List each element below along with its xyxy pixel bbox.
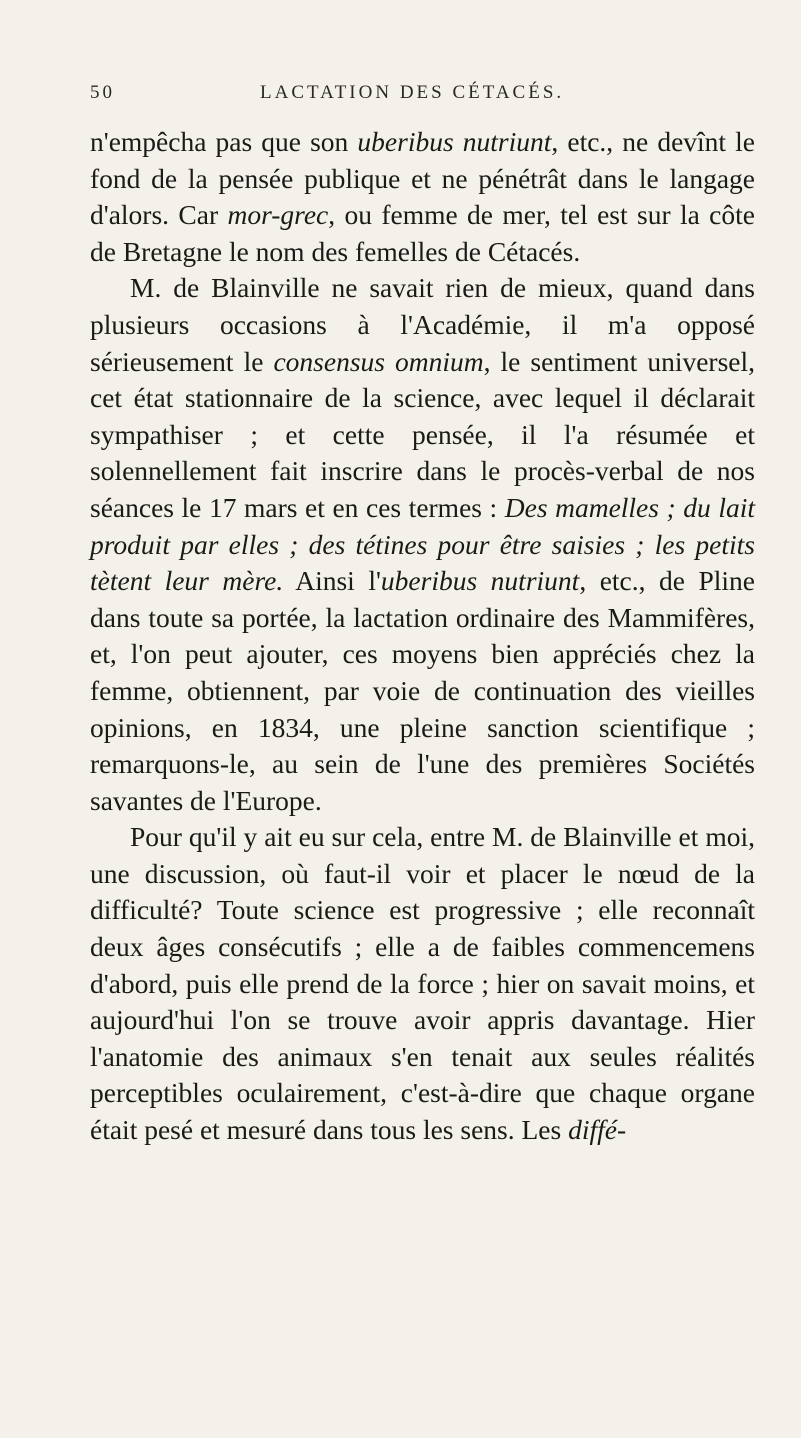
text-run: , etc., de Pline dans toute sa portée, la lactation ordinaire des Mammifères, et, l'on peut ajouter, ces moyens bien appréciés chez la femme, obtiennent, par voie de continuation des vieilles opinions, en 1834, une pleine sanction scientifique ; remarquons-le, au sein de l'une des premières Sociétés savantes de l'Europe.	[90, 565, 755, 816]
italic-text: mor-grec	[227, 199, 329, 231]
italic-text: Des mamelles ; du lait produit par elles ; des tétines pour être saisies ; les petits tètent leur mère.	[90, 491, 755, 597]
text-run: Pour qu'il y ait eu sur cela, entre M. de Blainville et moi, une discussion, où faut-il voir et placer le nœud de la difficulté? Toute science est progressive ; elle reconnaît deux âges consécutifs ; elle a de faibles commencemens d'abord, puis elle prend de la force ; hier on savait moins, et aujourd'hui l'on se trouve avoir appris davantage. Hier l'anatomie des animaux s'en tenait aux seules réalités perceptibles oculairement, c'est-à-dire que chaque organe était pesé et mesuré dans tous les sens. Les	[90, 821, 755, 1146]
text-run: Ainsi l'	[283, 565, 381, 597]
text-run: , le sentiment universel, cet état stationnaire de la science, avec lequel il déclarait sympathiser ; et cette pensée, il l'a résumée et solennellement fait inscrire dans le procès-verbal de nos séances le 17 mars et en ces termes :	[90, 345, 755, 523]
paragraph	[90, 124, 755, 270]
running-head: LACTATION DES CÉTACÉS.	[260, 82, 565, 103]
body-text	[90, 124, 755, 1149]
paragraph	[90, 819, 755, 1148]
italic-text: diffé-	[568, 1114, 627, 1146]
text-run: n'empêcha pas que son	[90, 126, 358, 157]
text-run: , etc., ne devînt le fond de la pensée publique et ne pénétrât dans le langage d'alors. Car	[90, 126, 756, 231]
text-run: M. de Blainville ne savait rien de mieux, quand dans plusieurs occasions à l'Académie, il m'a opposé sérieusement le	[90, 272, 755, 377]
paragraph	[90, 270, 755, 819]
italic-text: uberibus nutriunt	[380, 565, 580, 597]
page-header	[90, 82, 750, 114]
page-number: 50	[90, 82, 115, 103]
text-run: , ou femme de mer, tel est sur la côte de Bretagne le nom des femelles de Cétacés.	[90, 199, 755, 267]
italic-text: consensus omnium	[273, 345, 484, 377]
italic-text: uberibus nutriunt	[357, 126, 552, 157]
